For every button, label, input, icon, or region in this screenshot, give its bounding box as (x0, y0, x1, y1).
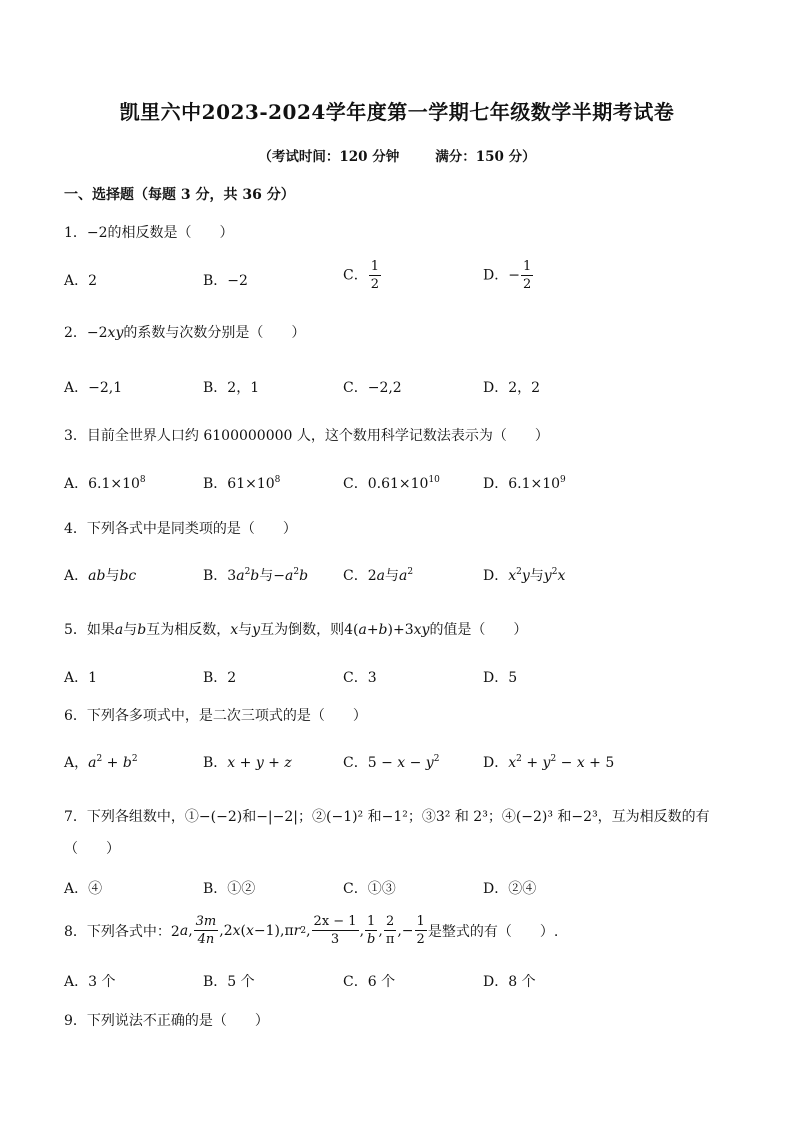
fraction: $\frac{1}{2}$ (522, 259, 532, 292)
fraction: $\frac{1}{2}$ (370, 259, 379, 292)
q7-option-c: C．①③ (343, 881, 396, 897)
question-4: 4．下列各式中是同类项的是（ ） (64, 521, 297, 537)
exam-score: 满分：150 分） (435, 149, 536, 165)
question-5: 5．如果a与b互为相反数，x与y互为倒数，则4(a+b)+3xy的值是（ ） (64, 622, 528, 638)
q2-option-c: C．−2,2 (343, 380, 402, 396)
fraction: $\frac{1}{b}$ (367, 914, 376, 947)
question-7: 7．下列各组数中，①−(−2)和−|−2|；②(−1)² 和−1²；③3² 和 2³；④(−2)³ 和−2³，互为相反数的有（ ） (64, 809, 710, 857)
question-1: 1．−2的相反数是（ ） (64, 225, 234, 241)
q2-option-b: B．2，1 (203, 380, 260, 396)
q5-option-b: B．2 (203, 670, 237, 686)
exam-title: 凯里六中2023-2024学年度第一学期七年级数学半期考试卷 (119, 100, 675, 124)
q6-option-b: B．x + y + z (203, 755, 292, 771)
q5-option-d: D．5 (483, 670, 518, 686)
q3-option-b: B．$61\times 10^8$ (203, 475, 281, 492)
fraction: $\frac{1}{2}$ (416, 914, 425, 947)
exam-time: （考试时间：120 分钟 (258, 149, 400, 165)
section-heading: 一、选择题（每题 3 分，共 36 分） (64, 187, 295, 203)
question-9: 9．下列说法不正确的是（ ） (64, 1013, 269, 1029)
q6-option-d: D．$x^2 + y^2 - x + 5$ (483, 754, 615, 771)
q8-option-c: C．6 个 (343, 974, 396, 990)
q1-option-c: C． $\frac{1}{2}$ (343, 259, 379, 292)
q2-option-a: A．−2,1 (64, 380, 123, 396)
q7-option-a: A．④ (64, 881, 103, 897)
q8-option-a: A．3 个 (64, 974, 116, 990)
q6-option-a: A，$a^2 + b^2$ (64, 754, 138, 771)
question-3: 3．目前全世界人口约 6100000000 人，这个数用科学记数法表示为（ ） (64, 428, 549, 444)
q8-option-d: D．8 个 (483, 974, 536, 990)
q4-option-c: C．2a与$a^2$ (343, 567, 414, 584)
q1-option-a: A．2 (64, 273, 98, 289)
q2-option-d: D．2，2 (483, 380, 541, 396)
q7-option-b: B．①② (203, 881, 256, 897)
q4-option-d: D．$x^2y$与$y^2x$ (483, 567, 566, 584)
question-2: 2．−2xy的系数与次数分别是（ ） (64, 325, 306, 341)
q3-option-d: D．$6.1\times 10^9$ (483, 475, 566, 492)
q1-option-d: D．− $\frac{1}{2}$ (483, 259, 532, 292)
q5-option-c: C．3 (343, 670, 377, 686)
question-8: 8．下列各式中：2 a , $\frac{3m}{4n}$ ,2 x ( x −1),π r 2 , $\frac{2x - 1}{3}$ , $\frac{1}{b}$ , $\frac{2}{\pi}$ ,− $\frac{1}{2}$ 是整式的有（ ）. (64, 914, 559, 947)
q4-option-a: A．ab与bc (64, 568, 137, 584)
fraction: $\frac{2x - 1}{3}$ (313, 914, 357, 947)
q7-option-d: D．②④ (483, 881, 537, 897)
fraction: $\frac{2}{\pi}$ (385, 914, 395, 947)
fraction: $\frac{3m}{4n}$ (195, 914, 217, 947)
q3-option-a: A．$6.1\times 10^8$ (64, 475, 146, 492)
q5-option-a: A．1 (64, 670, 98, 686)
q8-option-b: B．5 个 (203, 974, 255, 990)
q1-option-b: B．−2 (203, 273, 248, 289)
q4-option-b: B．$3a^2b$与$-a^2b$ (203, 567, 309, 584)
question-6: 6．下列各多项式中，是二次三项式的是（ ） (64, 708, 367, 724)
exam-subtitle (0, 145, 794, 165)
q6-option-c: C．$5 - x - y^2$ (343, 754, 440, 771)
q3-option-c: C．$0.61\times 10^{10}$ (343, 475, 440, 492)
